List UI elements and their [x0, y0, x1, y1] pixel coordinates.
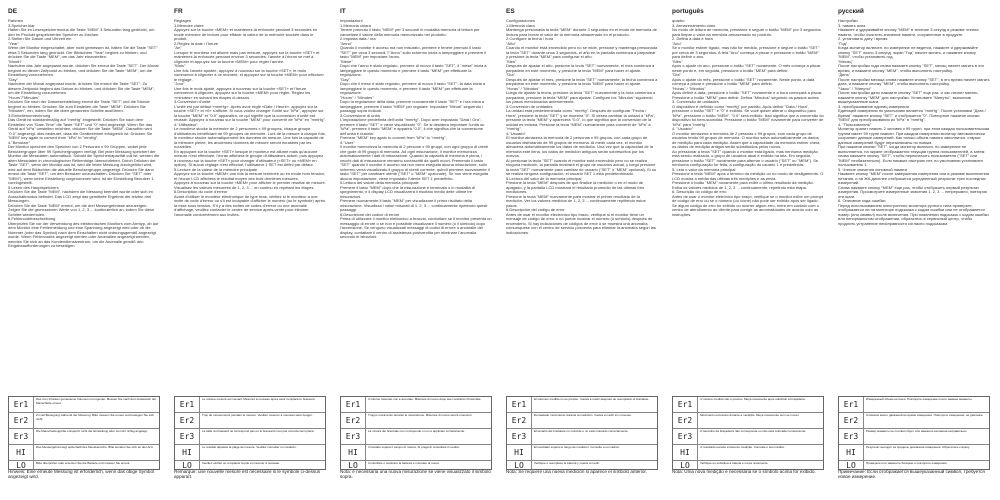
error-description: Das zum Drucken gemessene Volumen ist ungenau. Messen Sie nach dem Austausch der Manschette erneut. — [36, 397, 157, 405]
table-row — [9, 428, 159, 444]
table-row — [175, 460, 325, 469]
error-code: Er2 — [839, 413, 864, 428]
error-description: O volume medido não é preciso. Meça novamente após substituir a braçadeira. — [700, 397, 806, 401]
footnote: Nota: Uma nova medição é necessária se o símbolo acima for exibido. — [672, 469, 816, 474]
error-code: Er2 — [9, 413, 34, 428]
language-heading: FR — [174, 8, 183, 15]
error-description: Zu viel Bewegung während der Messung. Bitte messen Sie erneut und bewegen Sie sich nicht. — [36, 413, 155, 421]
error-code: Er2 — [507, 413, 532, 428]
table-row — [341, 397, 491, 412]
language-heading: português — [672, 8, 704, 15]
error-description: O tamanho da braçadeira não corresponde ou não está colocada corretamente. — [700, 429, 807, 433]
error-description: El volumen medido no es preciso. Vuelva a medir después de reemplazar el brazalete. — [534, 397, 650, 401]
error-code: HI — [839, 445, 864, 460]
table-row — [673, 444, 823, 460]
table-row — [673, 460, 823, 469]
error-description: El resultado supera el rango de medición. Consulte a su médico. — [534, 445, 620, 449]
error-code: Er3 — [673, 429, 698, 444]
footnote: Nota: è necessaria una nuova misurazione se viene visualizzato il simbolo sopra. — [340, 469, 491, 480]
column-es — [506, 6, 658, 494]
instructions-text: Impostazioni 1.Memoria chiara Tenere premuto il tasto "MEM" per 3 secondi in modalità memoria di lettura per cancellare il valore della memoria memorizzato nel prodotto. 2.Imposta data / ora "Anno" Quando il monitor è acceso ma non misurato, premere e tenere premuto il tasto "SET" per circa 3 secondi, l'"Anno" sullo schermo inizia a lampeggiare e premere il tasto "MEM" per impostare l'anno. "Mese" Dopo che l'anno è stato regolato, premere di nuovo il tasto "SET", il "mese" inizia a lampeggiare in questo momento e premere il tasto "MEM" per effettuare la regolazione. "Day" Dopo che il mese è stato regolato, premere di nuovo il tasto "SET", la data inizia a lampeggiare in questo momento, e premere il tasto "MEM" per effettuare la regolazione. "Hours" / "Minutes" Dopo la regolazione della data, premere nuovamente il tasto "SET" e l'ora inizia a lampeggiare, premere il tasto "MEM" per regolare. Impostare "Minuti" seguendo i passaggi sopra indicati. 3.Conversione di unità L'impostazione predefinita dell'unità "mmHg". Dopo aver impostato "Data / Ora", premere il tasto "SET" e viene visualizzato "0". Se si desidera impostare l'unità su "kPa", premere il tasto "MEM" e apparirà "0.0", il che significa che la conversione dell'unità è riuscita. Premere "MEM" key again to convert from "kPa" to "mmHg". 4."User" Il monitor memorizza la memoria di 2 persone x 99 gruppi, con ogni gruppo di utenti che gode di 99 gruppi di memoria. Ad ogni misurazione, il monitor memorizza automaticamente i dati di misurazione. Quando la capacità di memoria è piena, i vecchi dati di misurazione verranno sovrascritti da quelli nuovi. Premendo il tasto "SET" quando il monitor è acceso ma non viene eseguita alcuna misurazione, sullo schermo verrà visualizzato il gruppo di utenti corrente, quindi premere nuovamente il tasto "SET" per cambiare utente ("SET" o "MEM" opzionale). Se non viene eseguita alcuna impostazione, viene impostato l'utente SET 1 predefinito. 5.Lettura del valore della memoria principale Premere il tasto "MEM" dopo che la misurazione è terminata o in modalità di spegnimento, e il display LCD visualizzerà il risultato medio delle ultime tre misurazioni. Premere nuovamente il tasto "MEM" per visualizzare il primo risultato della misurazione. Visualizza i valori misurati di 1, 2, 3 ... continuamente ripetendo questi passaggi. 6.Descrizione del codice di errore Prima di utilizzare il monitor elettronico a braccio, controllare se il monitor presenta un messaggio di errore o se non è possibile visualizzare il numero (o il simbolo) dopo l'accensione. Se vengono visualizzati messaggi di codici di errore o anomalie del display, contattare il centro di assistenza postvendita per eliminare l'anomalia secondo le istruzioni. — [340, 19, 492, 239]
error-description: Le résultat dépasse la plage de mesure. Veuillez consulter un médecin. — [202, 445, 297, 449]
error-description: Проверьте или замените батарею и повторите измерение. — [866, 461, 948, 465]
table-row — [673, 397, 823, 412]
language-heading: DE — [8, 8, 18, 15]
battery-icon: LO — [175, 461, 200, 469]
table-row — [673, 412, 823, 428]
error-code-table — [672, 396, 824, 470]
footnote: Remarque: une nouvelle mesure est nécessaire si le symbole ci-dessus apparaît. — [174, 469, 321, 480]
error-description: Veuillez vérifier ou remplacer la pile et mesurer à nouveau. — [202, 461, 281, 465]
table-row — [839, 460, 989, 469]
error-code: HI — [507, 445, 532, 460]
error-code: HI — [673, 445, 698, 460]
error-description: Il risultato supera il campo di misura. Si prega di consultare il medico. — [368, 445, 461, 449]
battery-icon: LO — [673, 461, 698, 469]
table-row — [507, 397, 657, 412]
error-description: Controllare o sostituire la batteria e misurare di nuovo. — [368, 461, 441, 465]
table-row — [175, 428, 325, 444]
battery-icon: LO — [839, 461, 864, 469]
footnote: Примечание: Если отображается вышеуказанный символ, требуется новое измерение. — [838, 469, 985, 480]
instructions-text: Настройки 3. память ясна Нажмите и удерживайте кнопку "MEM" в течение 3 секунд в режиме чтения памяти, чтобы очистить значение памяти, сохраненное в продукте. 2. установить дату / время "Год" Когда монитор включен, но измерение не ведется, нажмите и удерживайте кнопку "SET" около 3 секунд, экран "Год" начнет мигать, и нажмите кнопку "MEM", чтобы установить год. "Месяц" После настройки года снова нажмите кнопку "SET", месяц начнет мигать в это время, и нажмите кнопку "MEM", чтобы выполнить настройку. "День" После настройки месяца снова нажмите кнопку "SET", в это время начнет мигать дата, и нажмите кнопку "MEM", чтобы выполнить настройку. "Часы" / "Минуты" После настройки даты нажмите кнопку "SET" еще раз, и час начнет мигать, нажмите кнопку "MEM" для настройки. Установите "Минуты", выполнив вышеуказанные шаги. 3. преобразование единиц измерения Единицей измерения по умолчанию является "mmHg". После установки "Дата / Время" нажмите кнопку "SET" и отобразится "0". Повторное нажатие кнопки "MEM" для преобразования из "kPa" в "mmHg". 4. "Пользователь" Монитор хранит память 2 человек х 99 групп, при этом каждая пользовательская группа имеет 99 групп памяти. При каждом измерении монитор автоматически сохраняет данные измерений. Как только объем памяти заполнится, старые данные измерений будут перезаписаны по новым. При нажатии кнопки "SET", когда монитор включен, но измерение не выполняется, на экране отображается текущая группа пользователей, а затем снова нажмите кнопку "SET", чтобы переключить пользователя ("SET" или "MEM" необязательно). Если никаких настроек нет, по умолчанию установлен пользователь 1. 5. Чтение значения основной памяти Нажмите кнопку "MEM" после завершения измерения или в режиме выключения питания, и на ЖК-дисплее отобразится усредненный результат трех последних измерений. Снова нажмите кнопку "MEM" еще раз, чтобы отобразить первый результат измерения. Просмотрите измеренные значения 1, 2, 3 ... непрерывно, повторяя эти шаги. 6. Описание кода ошибки Перед использованием электронного монитора ручного типа проверьте, отображается ли на мониторе подсказка с кодом ошибки или не отображается номер (или символ) после включения. При появлении подсказок с кодом ошибки или ненормальном отображении, обратитесь в сервисный центр, чтобы продлить устранение неисправности согласно подсказкам. — [838, 19, 990, 226]
error-description: Verifique ou substitua a bateria e meça novamente. — [700, 461, 769, 465]
error-code-table — [8, 396, 160, 470]
column-ru — [838, 6, 990, 494]
error-code: Er3 — [839, 429, 864, 444]
error-description: Demasiado movimiento durante la medición. Vuelva a medir sin moverse. — [534, 413, 632, 417]
error-code: Er2 — [341, 413, 366, 428]
table-row — [673, 428, 823, 444]
error-description: Результат выходит за пределы диапазона измерения. Обратитесь к врачу. — [866, 445, 970, 449]
error-code: Er2 — [673, 413, 698, 428]
table-row — [341, 460, 491, 469]
table-row — [839, 412, 989, 428]
instructions-text: Rahmen 3.Speicher klar Halten Sie im Lesespeichermodus die Taste "MEM" 3 Sekunden lang gedrückt, um den im Produkt gespeicherten Speicher zu löschen. 2.Stellen Sie Datum und Uhrzeit ein "Year" Wenn der Monitor eingeschaltet, aber nicht gemessen ist, halten Sie die Taste "SET" etwa 3 Sekunden lang gedrückt. Der Bildschirm "Year" beginnt zu blinken, und drücken Sie die Taste "MEM", um das Jahr einzustellen. "Month" Nachdem das Jahr angepasst wurde, drücken Sie erneut die Taste "SET". Der Monat beginnt zu dienen Zeitpunkt zu blinken, und drücken Sie die Taste "MEM", um die Einstellung vorzunehmen. "Day" Nachdem der Monat angepasst wurde, drücken Sie erneut die Taste "SET". Zu diesem Zeitpunkt beginnt das Datum zu blinken, und drücken Sie die Taste "MEM", um die Einstellung vorzunehmen. "Hours"/"Minutes" Drücken Sie nach der Datumseinstellung erneut die Taste "SET" und die Stunde beginnt zu blinken. Drücken Sie zum Einstellen die Taste "MEM". Drücken Sie "Minuten", ein, indem Sie die oben genannten Schritte ausführen. 3.Einheitenumrechnung Das Gerät ist standardmäßig auf "mmHg" eingestellt. Drücken Sie nach dem Einstellen von "Date-Time" die Taste "SET" und "0" wird angezeigt. Wenn Sie das Gerät auf "kPa" umstellen möchten, drücken Sie die Taste "MEM". Daraufhin wird "0.0" angezeigt, dies bedeutet, dass die Geräteeinheit erfolgreich ist. Drücken Sie "MEM" key again to convert from "kPa" to "mmHg". 4."Benutzer" Der Monitor speichert den Speicher von 2 Personen x 99 Gruppen, wobei jede Benutzergruppe über 99 Speichergruppen verfügt. Bei jeder Messung speichert der Monitor die Messdaten automatisch. Sobald die Speicherkapazität voll ist, werden die alten Messdaten in chronologischer Reihenfolge überschrieben. Durch Drücken der Taste "SET", wenn der Monitor aus ist, wird die letzte Messung durchgeführt wird, wird auf dem Bildschirm die aktuelle Benutzergruppe angezeigt. Drücken Sie dann erneut die Taste "SET", um den Benutzer umzuschalten. Drücken Sie "SET" oder "MEM"), wenn keine Einstellung vorgenommen wird, ist die Einstellung Benutzer 1 voreingestellt. 5.Lesen des Hauptspeichers Drücken Sie die Taste "MEM", nachdem die Messung beendet wurde oder sich im Ausschaltmodus befindet. Das LCD zeigt das gemittelte Ergebnis der letzten drei Messungen. Drücken Sie die Taste "MEM" erneut, um die drei Messergebnisse anzuzeigen. Zeigen Sie die gemessenen Werte von 1, 2, 3 ... kontinuierlich an, indem Sie diese Schritte wiederholen. 6.Fehlercodebeschreibung Überprüfen Sie vor der Verwendung des elektronischen Monitors vom Armtyp, ob auf dem Monitor eine Fehlermeldung und eine Spannung angezeigt wird oder ob die Nummer (oder das Symbol) nach dem Einschalten nicht ordnungsgemäß angezeigt wurde. Wenn Fehlercodes angezeigt werden oder Anomalien angezeigt werden, wenden Sie sich an das Kundendienstzentrum, um die Anomalie gemäß den Eingabeaufforderungen zu beseitigen. — [8, 19, 160, 248]
error-description: Bitte überprüfen oder ersetzen Sie die Batterie und messen Sie erneut. — [36, 461, 131, 465]
error-code: Er3 — [175, 429, 200, 444]
error-code: HI — [175, 445, 200, 460]
error-code: Er1 — [673, 397, 698, 412]
error-description: La taille du brassard ne correspond pas ou le brassard n'est pas correctement placé. — [202, 429, 315, 433]
battery-icon: LO — [507, 461, 532, 469]
language-heading: IT — [340, 8, 346, 15]
error-code-table — [174, 396, 326, 470]
column-fr — [174, 6, 326, 494]
table-row — [9, 444, 159, 460]
table-row — [9, 397, 159, 412]
column-pt — [672, 6, 824, 494]
table-row — [341, 428, 491, 444]
table-row — [175, 412, 325, 428]
instructions-text: Configuraciones 1.Memoria clara Mantenga presionada la tecla "MEM" durante 3 segundos en el modo de memoria de lectura para borrar el valor de la memoria almacenado en el producto. 2.Configure la fecha / hora "Año" Cuando el monitor está encendido pero no se mide, presione y mantenga presionada la tecla "SET" durante unos 3 segundos, el año en la pantalla comienza a parpadear y presione la tecla "MEM" para configurar el año. "Mes" Después de ajustar el año, presione la tecla "SET" nuevamente, el mes comienza a parpadear en este momento, y presione la tecla "MEM" para hacer el ajuste. "Día" Después de ajustar el mes, presione la tecla "SET" nuevamente, la fecha comienza a parpadear en este momento, y presione la tecla "MEM" para hacer el ajuste. "Horas" / "Minutos" Luego de ajustar la fecha, presione la tecla "SET" nuevamente y la hora comienza a parpadear, presione la tecla "MEM" para ajustar. Configure los "Minutos" siguiendo los pasos mencionados anteriormente. 3.Conversión de unidades La unidad está predeterminada como "mmHg". Después de configurar "Fecha / Hora", presione la tecla "SET" y se muestra "0". Si desea cambiar la unidad a "kPa", presione la tecla "MEM" y aparecerá "0.0", lo que significa que la conversión de la unidad es exitosa. Presione la tecla "MEM" nuevamente para convertir de "kPa" a "mmHg". 4."Usuario" El monitor almacena la memoria de 2 personas x 99 grupos, con cada grupo de usuarios disfrutando de 99 grupos de memoria. Al medir cada vez, el monitor almacena automáticamente los datos de medición. Una vez que la capacidad de la memoria esté llena, los datos de medición antiguos serán sobrescritos por los nuevos. Al presionar la tecla "SET" cuando el monitor está encendido pero no se realiza ninguna medición, la pantalla mostrará el grupo de usuarios actual, y luego presione la tecla "SET" nuevamente para cambiar de usuario ("SET" o "MEM" opcional). Si no se realiza ninguna configuración, el usuario SET 1 está predeterminado. 5.Lectura del valor de la memoria principal Presione la tecla "MEM" después de que finalice la medición o en el modo de apagado, y la pantalla LCD mostrará el resultado promedio de las últimas tres mediciones. Presione la tecla "MEM" nuevamente para mostrar el primer resultado de la medición. Ver los valores medidos de 1, 2, 3 ... continuamente repitiendo estos pasos. 6.Descripción del código de error Antes de usar el monitor electrónico tipo brazo, verifique si el monitor tiene un mensaje de código de error o no puede mostrar el número (o símbolo) después de encenderlo. Si hay indicaciones de códigos de error o se muestra una anomalía, comuníquese con el centro de servicio posventa para eliminar la anomalía según las indicaciones. — [506, 19, 658, 235]
error-description: La misura del bracciale non corrisponde o non è applicato correttamente. — [368, 429, 466, 433]
battery-icon: LO — [9, 461, 34, 469]
language-heading: ES — [506, 8, 515, 15]
table-row — [839, 428, 989, 444]
error-description: Movimento excessivo durante a medição. Meça novamente sem se mover. — [700, 413, 800, 417]
table-row — [507, 428, 657, 444]
error-code: HI — [9, 445, 34, 460]
table-row — [341, 444, 491, 460]
language-heading: русский — [838, 8, 864, 15]
error-code: Er3 — [9, 429, 34, 444]
table-row — [839, 397, 989, 412]
error-code: Er3 — [341, 429, 366, 444]
error-code: Er1 — [839, 397, 864, 412]
column-it — [340, 6, 492, 494]
table-row — [507, 412, 657, 428]
error-code: Er1 — [341, 397, 366, 412]
error-code: Er1 — [9, 397, 34, 412]
instructions-text: Réglages 1.Mémoire claire Appuyez sur la touche «MEM» et maintenez-la enfoncée pendant 3 secondes en mode mémoire de lecture pour effacer la valeur de la mémoire stockée dans le produit. 2.Réglez la date / l'heure "An" Lorsque le moniteur est allumé mais pas mesuré, appuyez sur la touche «SET» et maintenez-la enfoncée pendant environ 3 secondes, l'année à l'écran se met à clignoter et appuyez sur la touche «MEM» pour régler l'année. "Mois" Une fois l'année ajustée, appuyez à nouveau sur la touche «SET», le mois commence à clignoter à ce moment, et appuyez sur la touche «MEM» pour effectuer le réglage. "Jour" Une fois le mois ajusté, appuyez à nouveau sur la touche «SET» et l'heure commence à clignoter, appuyez sur la touche «MEM» pour régler. Réglez les «minutes» en suivant les étapes ci-dessus. 3.Conversion d'unité L'unité est par défaut «mmHg». Après avoir réglé «Date / Heure», appuyez sur la touche «SET» et «0» s'affiche. Si vous voulez changer l'unité sur "kPa", appuyez sur la touche "MEM" et "0.0" apparaîtra, ce qui signifie que la conversion d'unité est réussie. Appuyez à nouveau sur la touche "MEM" pour convertir de "kPa" en "mmHg". 4."Utilisateur" Le moniteur stocke la mémoire de 2 personnes x 99 groupes, chaque groupe d'utilisateurs bénéficiant de 99 groupes de mémoire. Lors de la mesure à chaque fois, le moniteur stocke automatiquement les données de mesure. Une fois la capacité de la mémoire pleine, les anciennes données de mesure seront écrasées par les nouvelles. En appuyant sur la touche «SET» lorsque le moniteur est allumé mais qu'aucune mesure n'est effectuée, l'écran affichera le groupe d'utilisateurs actuel, puis appuyez à nouveau sur la touche «SET» pour changer d'utilisateur («SET» ou «MEM» en option). Si aucun réglage n'est effectué, l'utilisateur 1 SET est défini par défaut. 5.Lecture de la valeur de la mémoire principale Appuyez sur la touche «MEM» une fois la mesure terminée ou en mode hors tension, et l'écran LCD affichera le résultat moyen des trois dernières mesures. Appuyez à nouveau sur la touche «MEM» pour afficher le premier résultat de mesure. Visualisez les valeurs mesurées de 1, 2, 3 ... en continu en répétant les étapes. 6.Description du code d'erreur Avant d'utiliser le moniteur électronique de type bras, vérifiez si le moniteur a une invite de code d'erreur ou s'il est incapable d'afficher le numéro (ou le symbole) après la mise sous tension. S'il y a des invites de codes d'erreur ou une anomalie d'affichage, veuillez contacter le centre de service après-vente pour éliminer l'anomalie conformément aux invites. — [174, 19, 326, 217]
error-code: Er1 — [175, 397, 200, 412]
footnote: Hinweis: Eine erneute Messung ist erforderlich, wenn das obige Symbol angezeigt wird. — [8, 469, 155, 480]
error-description: Troppo movimento durante la misurazione. Misurare di nuovo senza muoversi. — [368, 413, 473, 417]
table-row — [507, 460, 657, 469]
error-description: Слишком много движений во время измерения. Повторите измерение, не двигаясь. — [866, 413, 984, 417]
error-code: Er1 — [507, 397, 532, 412]
error-description: Das Messergebnis liegt außerhalb des Messbereichs. Bitte wenden Sie sich an den Arzt. — [36, 445, 154, 449]
error-code-table — [340, 396, 492, 470]
error-description: Verifique o reemplace la batería y vuelva a medir. — [534, 461, 600, 465]
table-row — [341, 412, 491, 428]
error-description: Измеренный объем неточен. Повторите измерение после замены манжеты. — [866, 397, 973, 401]
error-description: El tamaño del brazalete no coincide o no está colocado correctamente. — [534, 429, 629, 433]
column-de — [8, 6, 160, 494]
footnote: Nota: Se requiere una nueva medición si aparece el símbolo anterior. — [506, 469, 647, 474]
table-row — [175, 397, 325, 412]
error-description: Le volume mesuré est inexact. Mesurez à nouveau après avoir remplacé le brassard. — [202, 397, 316, 401]
table-row — [839, 444, 989, 460]
battery-icon: LO — [341, 461, 366, 469]
error-code-table — [506, 396, 658, 470]
error-description: Die Manschettengröße entspricht nicht der Einstellung oder ist nicht richtig angelegt. — [36, 429, 148, 433]
error-description: Размер манжеты не соответствует или манжета наложена неправильно. — [866, 429, 968, 433]
instructions-text: quadro 3. Armazenamento claro No modo de leitura de memória, pressione e segure o botão "MEM" por 3 segundos para limpar o valor da memória armazenado no produto. 2. Defina a data e hora "Ano" Se o monitor estiver ligado, mas não for medido, pressione e segure o botão "SET" por cerca de 3 segundos. A tela "Ano" começa a piscar e pressione o botão "MEM" para definir o ano. "Mês" Após o ajuste do ano, pressione o botão "SET" novamente. O mês começa a piscar neste ponto e, em seguida, pressione o botão "MEM" para definir. "Dia" Após o ajuste do mês, pressione o botão "SET" novamente. Neste ponto, a data começa a piscar e pressione o botão "MEM" para definir. "Horas" / "Minutos" Após definir a data, pressione o botão "SET" novamente e a hora começará a piscar. Pressione o botão "MEM" para definir. Defina "Minutos" seguindo os passos acima. 3. Conversão de unidades O dispositivo é definido como "mmHg" por padrão. Após definir "Data / Hora", pressione o botão "SET" e "0" é exibido. Se você quiser alterar o dispositivo para "kPa", pressione o botão "MEM". "0.0" será exibido. Isso significa que a conversão do dispositivo foi bem-sucedida. Pressione o botão "MEM" novamente para converter de "kPa" para "mmHg". 4. "Usuário" O monitor armazena a memória de 2 pessoas x 99 grupos, com cada grupo de usuários tendo 99 grupos de memória. O monitor salva automaticamente os dados de medição para cada medição. Assim que a capacidade da memória estiver cheia, os dados de medição antigos serão substituídos pelos novos. Ao pressionar a tecla "SET" quando o monitor está ligado, mas nenhuma medição está sendo realizada, o grupo de usuários atual é exibido na tela. Em seguida, pressione o botão "SET" novamente para alternar o usuário ("SET" ou "MEM"). Se nenhuma configuração for feita, a configuração do usuário 1 é predefinida. 5. Leia o valor da memória principal Pressione a tecla "MEM" após o término da medição ou no modo de desligamento. O LCD mostra a média das últimas três medições e as envia. Pressione o botão "MEM" novamente para exibir o último resultado da medição. Exiba os valores medidos de 1, 2, 3 ... continuamente, repetindo esta etapa. 6. Descrição do código de erro Antes de usar o monitor eletrônico tipo braço, verifique se o monitor exibe um prompt de código de erro ou se o número (ou ícone) não pode ser exibido após ser ligado. Se algum código de erro for exibido ou ocorrer algum erro, entre em contato com o centro de atendimento ao cliente para corrigir as anormalidades de acordo com as instruções. — [672, 19, 824, 217]
error-code: HI — [341, 445, 366, 460]
table-row — [175, 444, 325, 460]
error-description: Il volume misurato non è accurato. Misurare di nuovo dopo aver sostituito il bracciale. — [368, 397, 482, 401]
error-description: Trop de mouvements pendant la mesure. Veuillez mesurer à nouveau sans bouger. — [202, 413, 313, 417]
table-row — [9, 460, 159, 469]
error-code-table — [838, 396, 990, 470]
error-code: Er3 — [507, 429, 532, 444]
table-row — [9, 412, 159, 428]
error-description: O resultado excede a faixa de medição. Consulte o seu médico. — [700, 445, 786, 449]
error-code: Er2 — [175, 413, 200, 428]
table-row — [507, 444, 657, 460]
